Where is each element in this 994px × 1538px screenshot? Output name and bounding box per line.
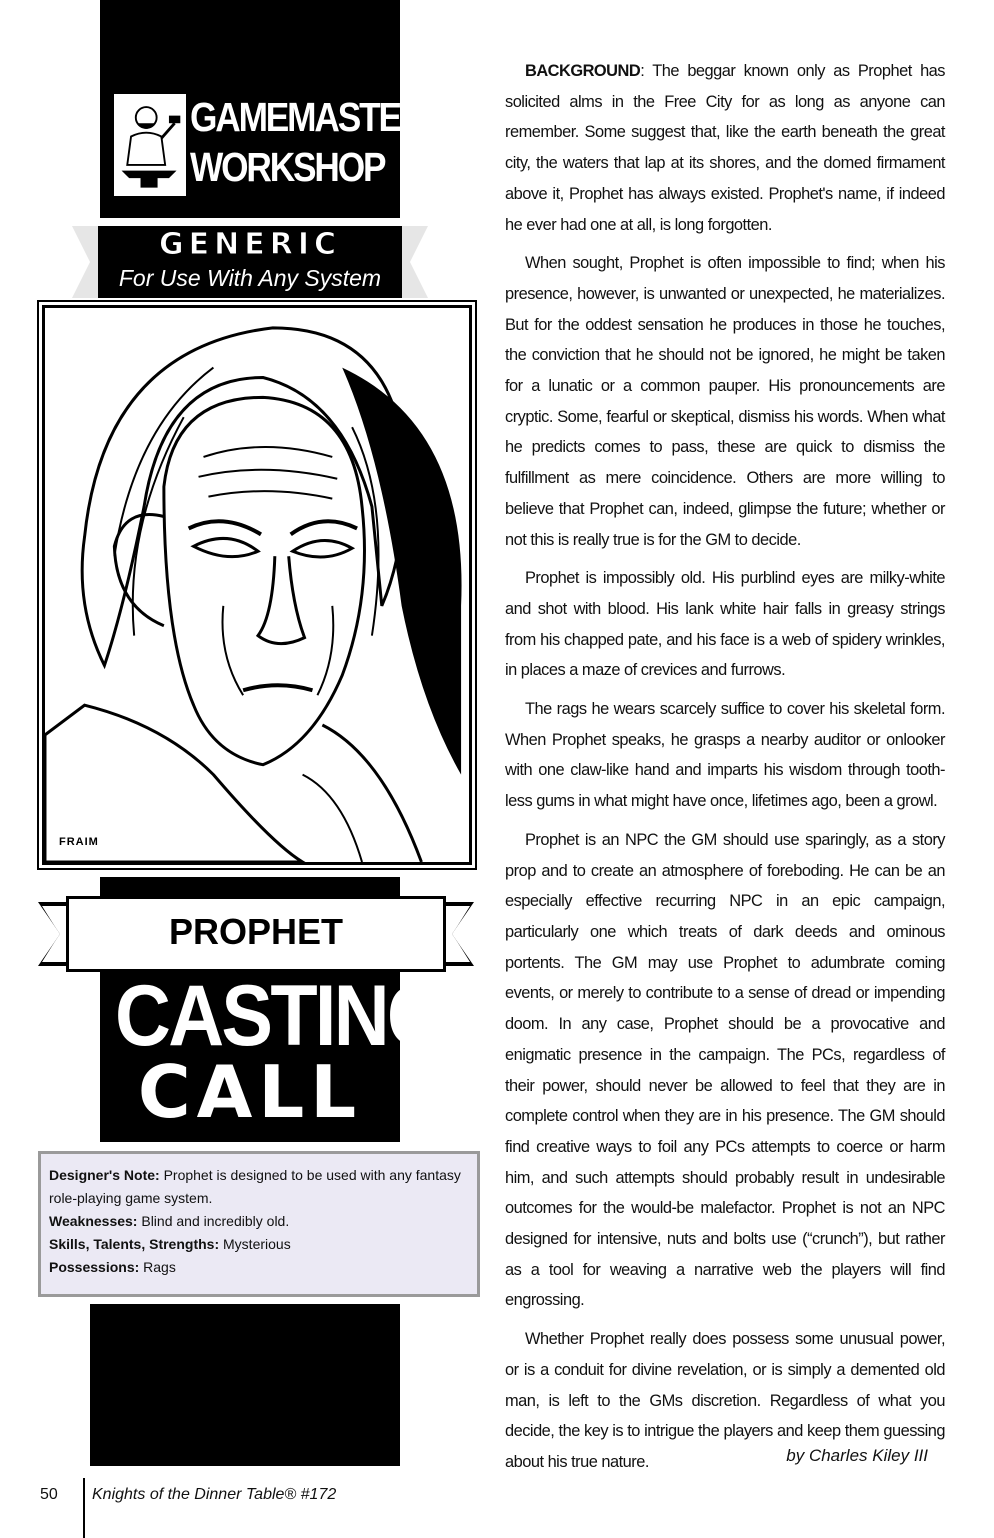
generic-band (72, 226, 428, 298)
prophet-name-banner (38, 896, 474, 972)
blacksmith-logo-icon (112, 92, 188, 198)
footer-divider (83, 1478, 85, 1538)
title-line-1: GAMEMASTERS' (190, 94, 451, 140)
weaknesses-text: Blind and incredibly old. (141, 1213, 290, 1229)
weaknesses-row (49, 1210, 469, 1233)
skills-label: Skills, Talents, Strengths: (49, 1236, 220, 1252)
article-paragraph-background (505, 56, 945, 240)
page-number: 50 (40, 1486, 58, 1503)
article-paragraph: Prophet is impossibly old. His purblind eyes are milky-white and shot with blood. His lank white hair falls in greasy strings from his chapped pate, and his face is a web of spidery wrinkles, in places a maze of crevices and furrows. (505, 569, 945, 680)
weaknesses-label: Weaknesses: (49, 1213, 138, 1229)
artist-signature: FRAIM (59, 836, 99, 848)
portrait-frame (37, 300, 477, 870)
possessions-text: Rags (143, 1259, 176, 1275)
bottom-black-strip (90, 1304, 400, 1466)
call-heading: CALL (137, 1050, 363, 1134)
casting-heading: CASTING (115, 968, 445, 1064)
generic-band-right-flap (398, 226, 428, 298)
skills-row (49, 1233, 469, 1256)
designer-note-label: Designer's Note: (49, 1167, 160, 1183)
author-byline: by Charles Kiley III (786, 1446, 928, 1465)
designer-note-text: Prophet is designed to be used with any fantasy role-playing game system. (49, 1167, 461, 1206)
article-paragraph: When sought, Prophet is often impossible to find; when his presence, however, is unwanted or unexpected, he materializes. But for the oddest sensation he produces in those he touches, the conviction that he should not be ignored, he might be taken for a lunatic or a common pauper. His pronouncements are cryptic. Some, fearful or skeptical, dismiss his words. When what he predicts comes to pass, these are quick to dismiss the fulfillment as mere coincidence. Others are more willing to believe that Prophet can, indeed, glimpse the future; whether or not this is really true is for the GM to decide. (505, 254, 945, 549)
background-text: : The beggar known only as Prophet has solicited alms in the Free City for as long as anyone can remember. Some suggest that, like the earth beneath the great city, the waters that lap at its shores, and the domed firmament above it, Prophet has always existed. Prophet's name, if indeed he ever had one at all, is long forgotten. (505, 62, 945, 234)
npc-stat-box (38, 1151, 480, 1297)
article-body (505, 56, 945, 1486)
magazine-title: Knights of the Dinner Table® #172 (92, 1486, 337, 1503)
skills-text: Mysterious (223, 1236, 291, 1252)
designer-note-row (49, 1164, 469, 1210)
gamemasters-workshop-title (190, 92, 451, 192)
background-label: BACKGROUND (525, 62, 641, 80)
generic-band-inner (98, 226, 402, 298)
npc-name-label: PROPHET (66, 896, 446, 972)
article-paragraph: The rags he wears scarcely suffice to cover his skeletal form. When Prophet speaks, he grasps a nearby auditor or onlooker with one claw-like hand and imparts his wisdom through tooth-less gums in what might have once, lifetimes ago, been a growl. (505, 700, 945, 811)
possessions-label: Possessions: (49, 1259, 140, 1275)
article-paragraph: Whether Prophet really does possess some unusual power, or is a conduit for divine revelation, or is simply a demented old man, is left to the GMs discretion. Regardless of what you decide, the key is to intrigue the players and keep them guessing about his true nature. (505, 1330, 945, 1471)
generic-label: GENERIC (159, 227, 341, 262)
possessions-row (49, 1256, 469, 1279)
title-line-2: WORKSHOP (190, 144, 385, 190)
generic-subtitle: For Use With Any System (118, 265, 382, 291)
article-paragraph: Prophet is an NPC the GM should use sparingly, as a story prop and to create an atmosphere of foreboding. He can be an especially effective recurring NPC in an epic campaign, particularly one which treats of dark deeds and ominous portents. The GM may use Prophet to adumbrate coming events, or merely to contribute to a sense of dread or impending doom. In any case, Prophet should be a provocative and enigmatic presence in the campaign. The PCs, regardless of their power, should never be allowed to feel that they are in complete control when they are in his presence. The GM should find creative ways to foil any PCs attempts to coerce or harm him, and such attempts should probably result in undesirable outcomes for the would-be malefactor. Prophet is not an NPC designed for intensive, nuts and bolts use (“crunch”), but rather as a tool for weaving a narrative web the players will find engrossing. (505, 830, 945, 1310)
prophet-portrait-illustration (42, 305, 472, 865)
